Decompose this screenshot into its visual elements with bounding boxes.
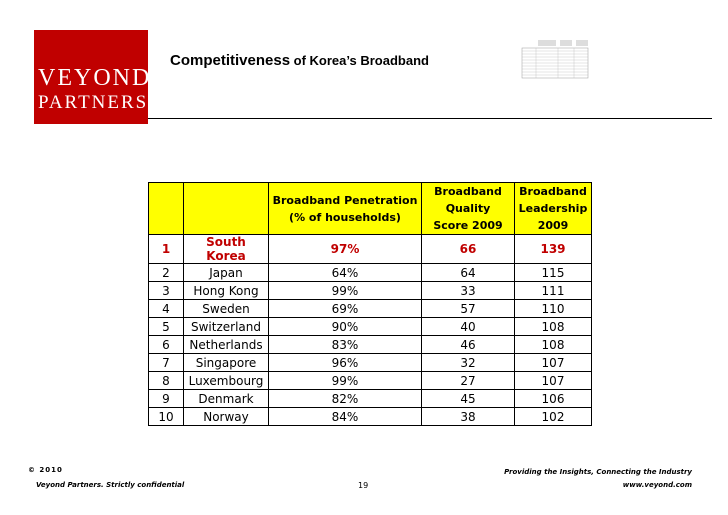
table-row <box>149 336 592 354</box>
quality-cell: 32 <box>422 354 515 372</box>
penetration-cell: 99% <box>269 372 422 390</box>
leadership-cell: 110 <box>515 300 592 318</box>
country-cell: Denmark <box>184 390 269 408</box>
rank-cell: 8 <box>149 372 184 390</box>
leadership-cell: 108 <box>515 318 592 336</box>
table-row <box>149 372 592 390</box>
country-cell: Switzerland <box>184 318 269 336</box>
header-quality-line-1: Broadband <box>434 185 502 198</box>
penetration-cell: 82% <box>269 390 422 408</box>
quality-cell: 27 <box>422 372 515 390</box>
website-text: www.veyond.com <box>622 481 692 489</box>
quality-cell: 46 <box>422 336 515 354</box>
header-rank <box>149 183 184 235</box>
table-row <box>149 390 592 408</box>
country-cell: Netherlands <box>184 336 269 354</box>
penetration-cell: 69% <box>269 300 422 318</box>
table-row <box>149 235 592 264</box>
penetration-cell: 90% <box>269 318 422 336</box>
rank-cell: 6 <box>149 336 184 354</box>
table-row <box>149 300 592 318</box>
rank-cell: 4 <box>149 300 184 318</box>
rank-cell: 7 <box>149 354 184 372</box>
header-leadership-line-2: Leadership <box>518 202 588 215</box>
leadership-cell: 107 <box>515 372 592 390</box>
leadership-cell: 139 <box>515 235 592 264</box>
table-row <box>149 282 592 300</box>
country-cell: South Korea <box>184 235 269 264</box>
title-rest: of Korea’s Broadband <box>290 53 429 68</box>
page-title <box>170 52 429 69</box>
quality-cell: 57 <box>422 300 515 318</box>
header-divider <box>148 118 712 119</box>
country-cell: Singapore <box>184 354 269 372</box>
penetration-cell: 84% <box>269 408 422 426</box>
leadership-cell: 108 <box>515 336 592 354</box>
leadership-cell: 102 <box>515 408 592 426</box>
header-leadership-line-1: Broadband <box>519 185 587 198</box>
leadership-cell: 107 <box>515 354 592 372</box>
penetration-cell: 83% <box>269 336 422 354</box>
header-quality <box>422 183 515 235</box>
country-cell: Norway <box>184 408 269 426</box>
penetration-cell: 97% <box>269 235 422 264</box>
tagline-text: Providing the Insights, Connecting the Industry <box>504 468 692 476</box>
quality-cell: 38 <box>422 408 515 426</box>
leadership-cell: 111 <box>515 282 592 300</box>
rank-cell: 3 <box>149 282 184 300</box>
country-cell: Luxembourg <box>184 372 269 390</box>
table-row <box>149 318 592 336</box>
country-cell: Sweden <box>184 300 269 318</box>
header-quality-line-3: Score 2009 <box>433 219 503 232</box>
rank-cell: 2 <box>149 264 184 282</box>
country-cell: Japan <box>184 264 269 282</box>
country-cell: Hong Kong <box>184 282 269 300</box>
rank-cell: 1 <box>149 235 184 264</box>
quality-cell: 45 <box>422 390 515 408</box>
table-row <box>149 354 592 372</box>
title-bold: Competitiveness <box>170 52 291 69</box>
header-country <box>184 183 269 235</box>
copyright-text: © 2010 <box>28 466 63 474</box>
rank-cell: 9 <box>149 390 184 408</box>
leadership-cell: 106 <box>515 390 592 408</box>
header-penetration-line-2: (% of households) <box>289 210 401 224</box>
table-header-row <box>149 183 592 235</box>
confidential-text: Veyond Partners. Strictly confidential <box>36 481 185 489</box>
penetration-cell: 99% <box>269 282 422 300</box>
header-quality-line-2: Quality <box>445 202 491 215</box>
broadband-ranking-table <box>148 182 592 426</box>
logo-line-1: VEYOND <box>38 65 152 91</box>
header-penetration-line-1: Broadband Penetration <box>272 193 418 207</box>
quality-cell: 64 <box>422 264 515 282</box>
header-penetration <box>269 183 422 235</box>
logo-line-2: PARTNERS <box>38 92 149 113</box>
penetration-cell: 64% <box>269 264 422 282</box>
table-row <box>149 264 592 282</box>
table-thumbnail <box>516 38 594 80</box>
quality-cell: 33 <box>422 282 515 300</box>
leadership-cell: 115 <box>515 264 592 282</box>
header-leadership <box>515 183 592 235</box>
quality-cell: 40 <box>422 318 515 336</box>
rank-cell: 10 <box>149 408 184 426</box>
quality-cell: 66 <box>422 235 515 264</box>
table-row <box>149 408 592 426</box>
page-number: 19 <box>358 481 369 490</box>
rank-cell: 5 <box>149 318 184 336</box>
penetration-cell: 96% <box>269 354 422 372</box>
veyond-partners-logo <box>34 30 152 124</box>
header-leadership-line-3: 2009 <box>537 219 569 232</box>
